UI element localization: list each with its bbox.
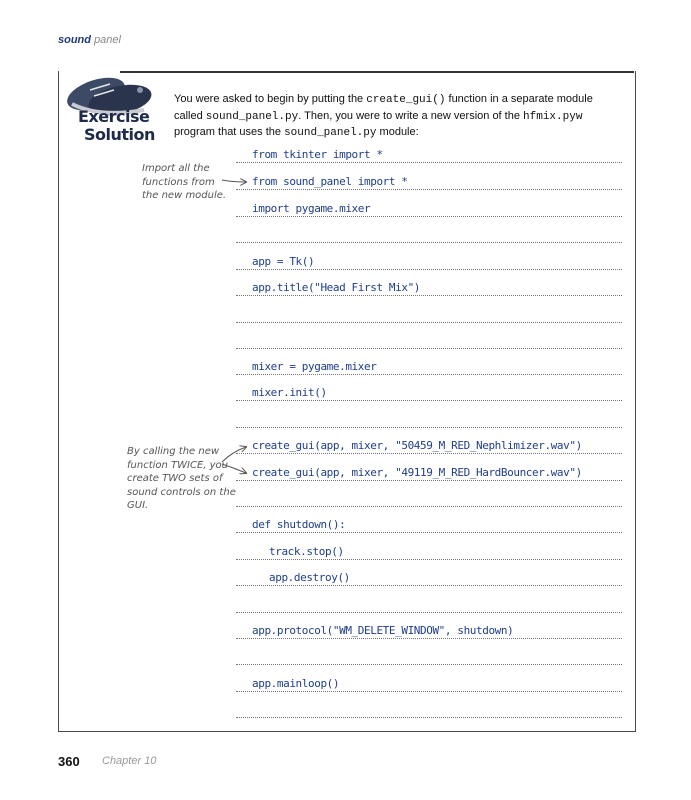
code-line: create_gui(app, mixer, "50459_M_RED_Nephlimizer.wav") <box>252 439 582 452</box>
annotation-line: create TWO sets of <box>127 473 223 484</box>
annotation-line: functions from <box>142 176 215 188</box>
annotation-line: function TWICE, you <box>127 459 229 471</box>
intro-text: function in a separate module called <box>174 93 593 122</box>
header-section: sound <box>58 34 91 46</box>
annotation-line: By calling the new <box>127 446 220 457</box>
annotation-line: the new module. <box>142 190 227 201</box>
code-line: app.destroy() <box>269 571 350 584</box>
arrow-to-second-call <box>222 464 246 473</box>
code-line: create_gui(app, mixer, "49119_M_RED_HardBouncer.wav") <box>252 466 582 479</box>
code-line: def shutdown(): <box>252 518 346 531</box>
code-line: mixer = pygame.mixer <box>252 360 377 373</box>
code-line: app.protocol("WM_DELETE_WINDOW", shutdown) <box>252 624 514 637</box>
annotation-line: Import all the <box>142 163 210 174</box>
chapter-label: Chapter 10 <box>102 755 157 767</box>
intro-code: hfmix.pyw <box>523 110 583 123</box>
intro-code: sound_panel.py <box>284 127 377 139</box>
arrow-to-import <box>222 180 246 182</box>
badge-line1: Exercise <box>78 107 150 126</box>
intro-text: program that uses the <box>174 126 285 138</box>
code-line: app.title("Head First Mix") <box>252 281 421 294</box>
code-line: import pygame.mixer <box>252 202 371 215</box>
annotation-line: sound controls on the <box>127 486 236 498</box>
intro-code: create_gui() <box>366 94 446 106</box>
code-line: app = Tk() <box>252 255 315 268</box>
intro-text: You were asked to begin by putting the <box>174 93 367 105</box>
code-line: track.stop() <box>269 545 344 558</box>
code-line: mixer.init() <box>252 386 327 399</box>
code-line: from sound_panel import * <box>252 175 408 188</box>
intro-code: sound_panel.py <box>205 110 299 123</box>
page-number: 360 <box>58 754 80 769</box>
intro-text: module: <box>376 126 419 138</box>
annotation-line: GUI. <box>127 500 149 511</box>
arrow-to-first-call <box>222 447 246 462</box>
header-sub: panel <box>94 34 121 46</box>
code-line: app.mainloop() <box>252 677 340 690</box>
badge-line2: Solution <box>84 125 155 144</box>
code-line: from tkinter import * <box>252 148 383 161</box>
intro-text: . Then, you were to write a new version of the <box>298 109 524 122</box>
